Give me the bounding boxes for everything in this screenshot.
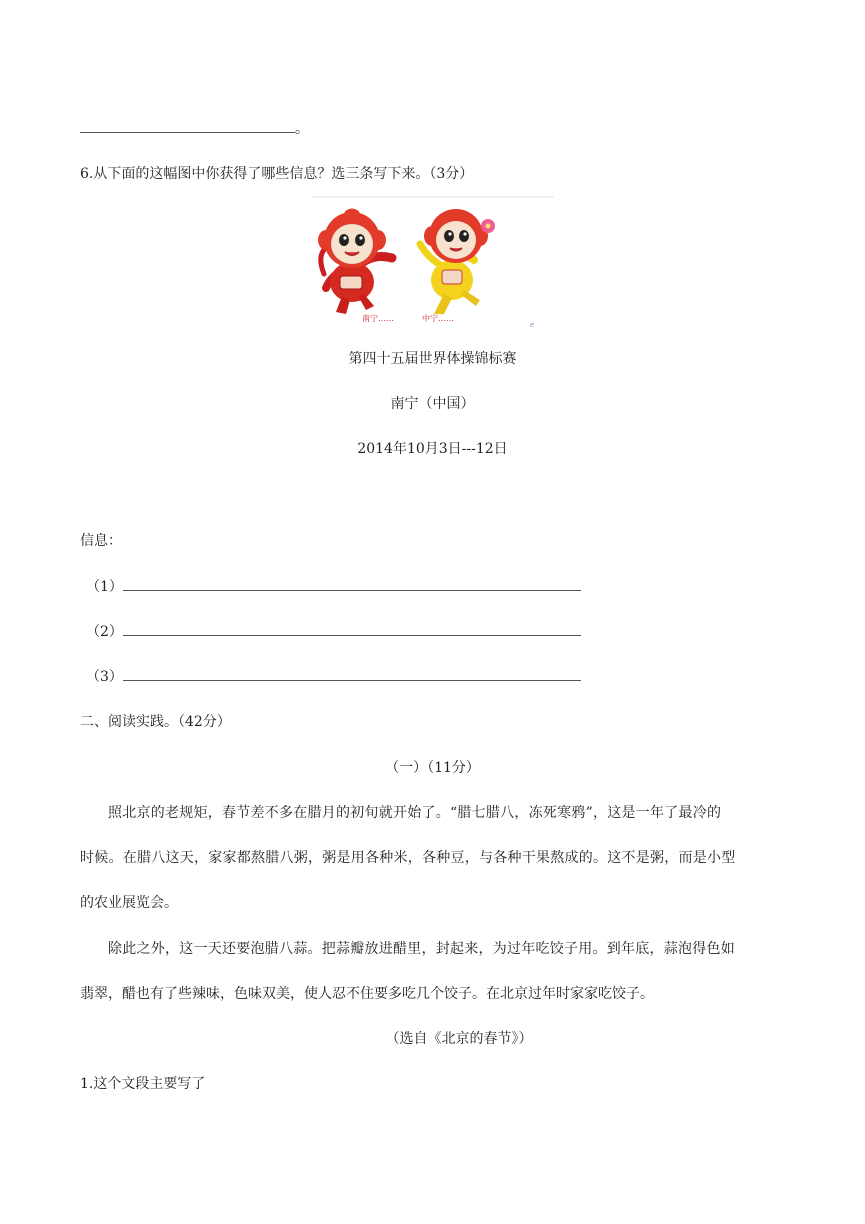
- question-1: 1.这个文段主要写了: [80, 1076, 206, 1092]
- answer-line-3: [86, 666, 581, 686]
- image-caption-right: 中宁……: [422, 314, 454, 323]
- answer-blank: [123, 590, 581, 591]
- mascot-image: [312, 196, 554, 334]
- passage-heading: （一）（11分）: [385, 760, 480, 776]
- left-mascot-figure: [318, 211, 392, 314]
- image-caption-left: 南宁……: [362, 314, 394, 323]
- answer-line-1: [86, 576, 581, 596]
- passage-para2-line1: 除此之外，这一天还要泡腊八蒜。把蒜瓣放进醋里，封起来，为过年吃饺子用。到年底，蒜泡得色如: [108, 941, 735, 957]
- answer-line-2: [86, 621, 581, 641]
- event-dates: 2014年10月3日---12日: [357, 441, 508, 457]
- passage-source: （选自《北京的春节》）: [385, 1031, 533, 1047]
- image-caption-row: [312, 313, 554, 327]
- passage-para1-line2: 时候。在腊八这天，家家都熬腊八粥，粥是用各种米，各种豆，与各种干果熬成的。这不是粥，而是小型: [80, 850, 736, 866]
- passage-para1-line3: 的农业展览会。: [80, 895, 178, 911]
- passage-para2-line2: 翡翠，醋也有了些辣味，色味双美，使人忍不住要多吃几个饺子。在北京过年时家家吃饺子。: [80, 986, 654, 1002]
- question-6: 6.从下面的这幅图中你获得了哪些信息？选三条写下来。（3分）: [80, 166, 474, 182]
- answer-blank: [123, 680, 581, 681]
- event-title: 第四十五届世界体操锦标赛: [348, 351, 517, 367]
- section-heading: 二、阅读实践。（42分）: [80, 714, 231, 730]
- answer-number: （1）: [86, 579, 123, 595]
- blank-line: [80, 132, 295, 133]
- answer-blank: [123, 635, 581, 636]
- passage-para1-line1: 照北京的老规矩，春节差不多在腊月的初旬就开始了。“腊七腊八，冻死寒鸦”，这是一年了最冷的: [108, 805, 722, 821]
- answer-number: （2）: [86, 624, 123, 640]
- event-location: 南宁（中国）: [390, 396, 475, 412]
- right-mascot-figure: [420, 209, 495, 314]
- previous-answer-blank: 。: [80, 118, 309, 138]
- image-watermark: e: [530, 321, 535, 329]
- answer-number: （3）: [86, 669, 123, 685]
- info-label: 信息：: [80, 533, 122, 549]
